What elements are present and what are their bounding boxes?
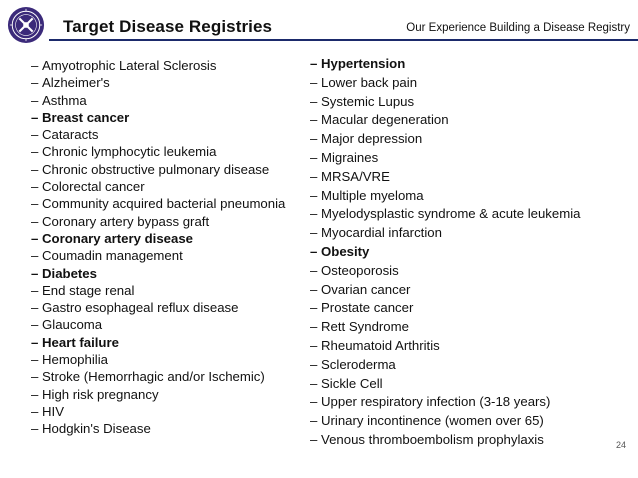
disease-list-item: – Gastro esophageal reflux disease <box>32 301 294 315</box>
disease-list-item: – Upper respiratory infection (3-18 years) <box>311 395 631 409</box>
disease-list-item: – Coumadin management <box>32 249 294 263</box>
disease-list-item: – Hemophilia <box>32 353 294 367</box>
disease-list-item: – Coronary artery disease <box>32 232 294 246</box>
disease-list-item: – Major depression <box>311 132 631 146</box>
slide-title: Target Disease Registries <box>63 17 273 36</box>
disease-list-item: – Asthma <box>32 94 294 108</box>
disease-list-item: – Hodgkin's Disease <box>32 422 294 436</box>
organization-seal-logo <box>7 6 45 44</box>
disease-list-item: – Migraines <box>311 151 631 165</box>
disease-list-item: – MRSA/VRE <box>311 170 631 184</box>
disease-list-item: – Coronary artery bypass graft <box>32 215 294 229</box>
disease-list-item: – Macular degeneration <box>311 113 631 127</box>
disease-list-item: – Breast cancer <box>32 111 294 125</box>
disease-list-item: – Urinary incontinence (women over 65) <box>311 414 631 428</box>
disease-list-item: – Scleroderma <box>311 358 631 372</box>
disease-list-item: – Hypertension <box>311 57 631 71</box>
disease-list-item: – Stroke (Hemorrhagic and/or Ischemic) <box>32 370 294 384</box>
page-number: 24 <box>615 440 626 450</box>
disease-list-item: – Amyotrophic Lateral Sclerosis <box>32 59 294 73</box>
disease-list-item: – Heart failure <box>32 336 294 350</box>
disease-list-item: – Myelodysplastic syndrome & acute leukemia <box>311 207 631 221</box>
disease-list-item: – Sickle Cell <box>311 377 631 391</box>
disease-list-item: – Cataracts <box>32 128 294 142</box>
disease-list-item: – Chronic lymphocytic leukemia <box>32 145 294 159</box>
disease-list-item: – Community acquired bacterial pneumonia <box>32 197 294 211</box>
disease-list-item: – Chronic obstructive pulmonary disease <box>32 163 294 177</box>
disease-list-item: – Alzheimer's <box>32 76 294 90</box>
disease-list-item: – Osteoporosis <box>311 264 631 278</box>
disease-list-left <box>32 59 294 440</box>
disease-list-item: – Diabetes <box>32 267 294 281</box>
disease-list-item: – Myocardial infarction <box>311 226 631 240</box>
disease-list-item: – HIV <box>32 405 294 419</box>
disease-list-item: – End stage renal <box>32 284 294 298</box>
disease-list-item: – Colorectal cancer <box>32 180 294 194</box>
disease-list-item: – Venous thromboembolism prophylaxis <box>311 433 631 447</box>
disease-list-item: – High risk pregnancy <box>32 388 294 402</box>
disease-list-item: – Obesity <box>311 245 631 259</box>
disease-list-right <box>311 57 631 452</box>
disease-list-item: – Multiple myeloma <box>311 189 631 203</box>
disease-list-item: – Ovarian cancer <box>311 283 631 297</box>
disease-list-item: – Rett Syndrome <box>311 320 631 334</box>
header-divider <box>49 39 638 41</box>
disease-list-item: – Glaucoma <box>32 318 294 332</box>
slide-subtitle: Our Experience Building a Disease Registry <box>406 22 630 34</box>
disease-list-item: – Lower back pain <box>311 76 631 90</box>
disease-list-item: – Systemic Lupus <box>311 95 631 109</box>
disease-list-item: – Prostate cancer <box>311 301 631 315</box>
disease-list-item: – Rheumatoid Arthritis <box>311 339 631 353</box>
